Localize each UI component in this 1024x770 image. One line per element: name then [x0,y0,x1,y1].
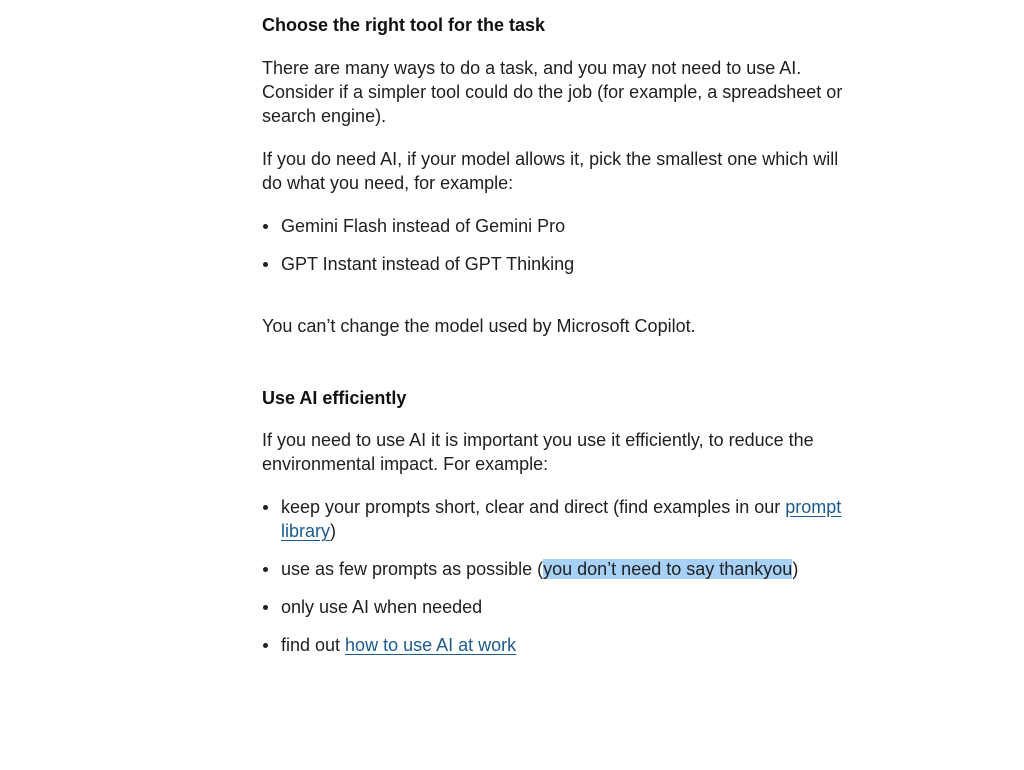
list-item-text: use as few prompts as possible ( [281,559,544,579]
list-item-text: keep your prompts short, clear and direct (find examples in our [281,497,786,517]
paragraph-efficiency-intro: If you need to use AI it is important you use it efficiently, to reduce the environmental impact. For example: [262,430,814,474]
list-item [262,495,862,543]
article-content [262,12,862,657]
paragraph-smallest-model: If you do need AI, if your model allows it, pick the smallest one which will do what you need, for example: [262,149,839,193]
selected-text-highlight[interactable]: you don’t need to say thankyou [543,559,793,579]
paragraph-simpler-tool: There are many ways to do a task, and you may not need to use AI. Consider if a simpler tool could do the job (for example, a spreadsheet or search engine). [262,58,843,126]
efficiency-tips-list [262,495,862,657]
list-item [262,633,862,657]
list-item: GPT Instant instead of GPT Thinking [262,252,862,276]
list-item-text: ) [330,521,337,541]
model-examples-list [262,214,862,276]
list-item-text: ) [792,559,799,579]
section-heading-use-ai-efficiently: Use AI efficiently [262,388,407,408]
paragraph-copilot-note: You can’t change the model used by Microsoft Copilot. [262,316,696,336]
list-item [262,557,862,581]
prompt-library-link[interactable]: prompt library [281,497,842,541]
how-to-use-ai-link[interactable]: how to use AI at work [345,635,517,655]
list-item: Gemini Flash instead of Gemini Pro [262,214,862,238]
section-heading-choose-tool: Choose the right tool for the task [262,15,546,35]
list-item-text: find out [281,635,346,655]
list-item: only use AI when needed [262,595,862,619]
